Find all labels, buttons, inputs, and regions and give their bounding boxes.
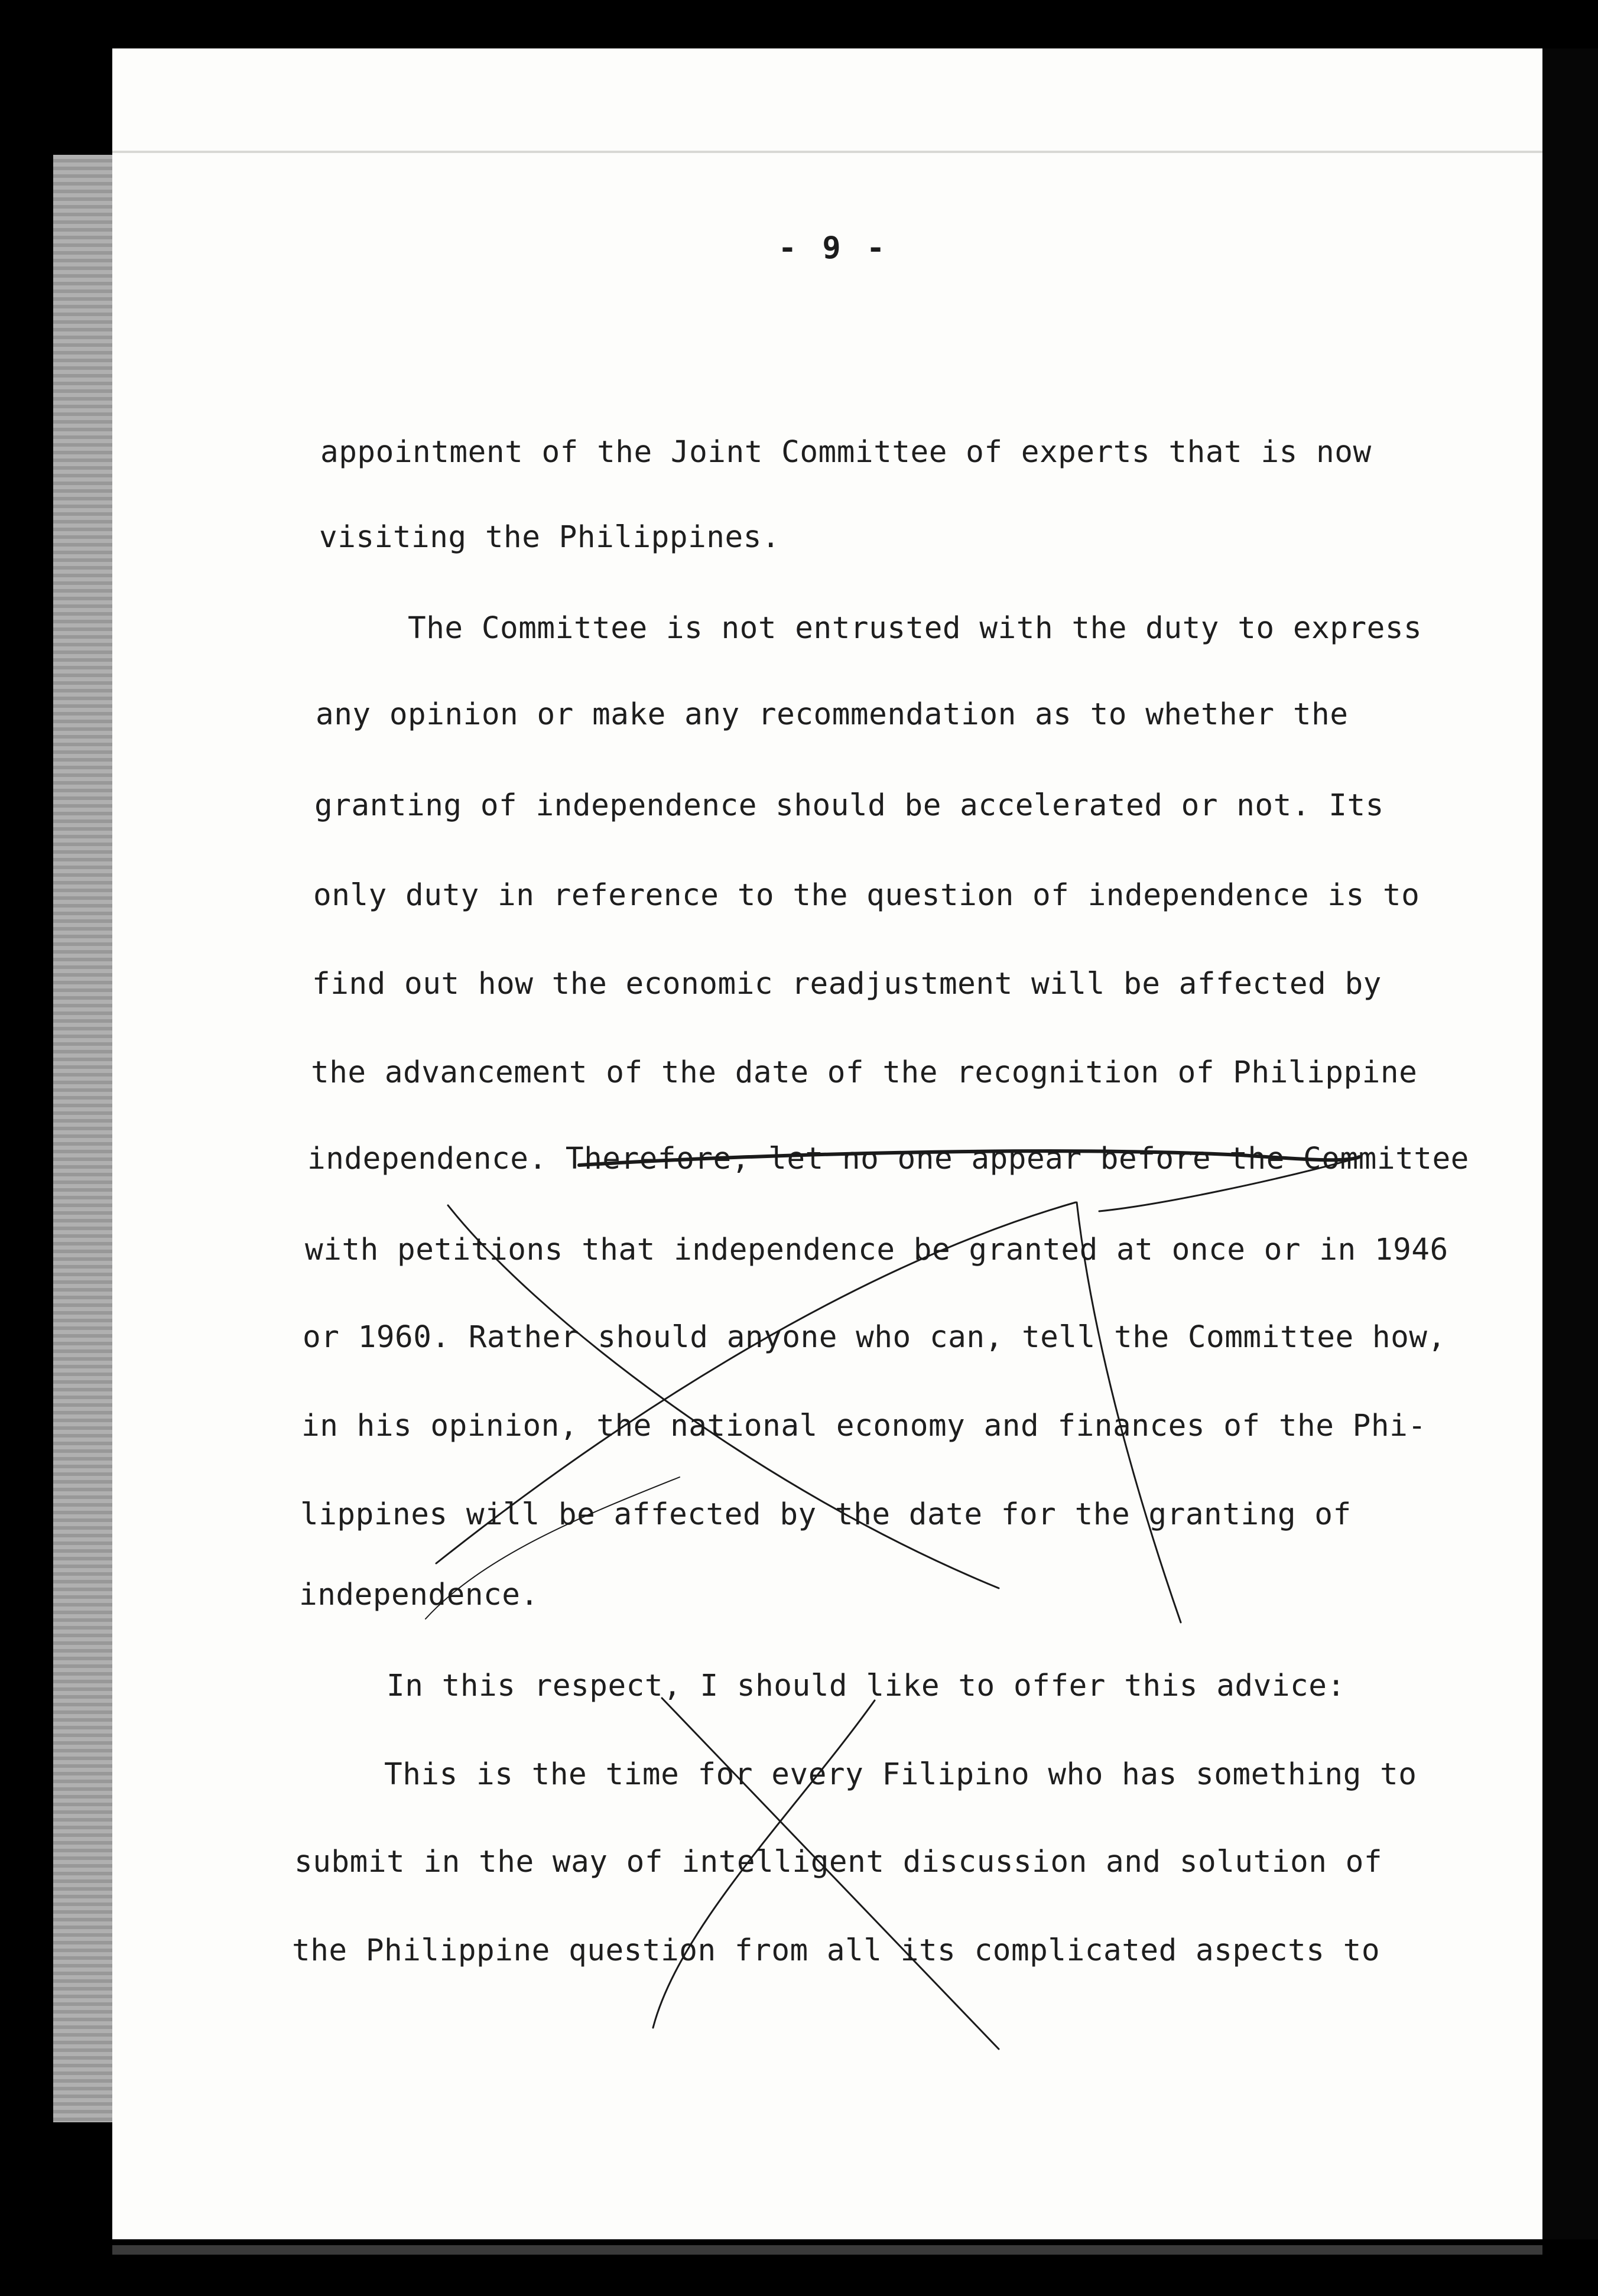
text-line: independence.	[299, 1578, 539, 1612]
text-line: any opinion or make any recommendation as to whether the	[316, 697, 1349, 732]
text-line: with petitions that independence be granted at once or in 1946	[305, 1232, 1448, 1267]
page-number: - 9 -	[778, 230, 889, 266]
text-line: The Committee is not entrusted with the duty to express	[408, 611, 1422, 646]
text-line: granting of independence should be accelerated or not. Its	[314, 788, 1384, 823]
text-line: only duty in reference to the question of independence is to	[313, 878, 1420, 913]
text-line: in his opinion, the national economy and finances of the Phi-	[301, 1409, 1427, 1443]
text-line: find out how the economic readjustment will be affected by	[312, 967, 1382, 1001]
text-line: the Philippine question from all its complicated aspects to	[292, 1933, 1381, 1968]
text-line: independence. Therefore, let no one appear before the Committee	[307, 1142, 1469, 1176]
page-fold-line	[112, 151, 1542, 153]
text-line: lippines will be affected by the date for the granting of	[300, 1497, 1352, 1532]
text-line: submit in the way of intelligent discussion and solution of	[294, 1845, 1383, 1879]
text-line: or 1960. Rather should anyone who can, tell the Committee how,	[303, 1320, 1446, 1355]
page-bottom-edge	[112, 2245, 1542, 2255]
text-line: appointment of the Joint Committee of experts that is now	[320, 435, 1372, 470]
text-line: visiting the Philippines.	[319, 520, 781, 555]
page-right-shadow	[1542, 48, 1598, 2239]
text-line: This is the time for every Filipino who has something to	[384, 1757, 1417, 1792]
underlying-sheet-edge	[53, 155, 118, 2122]
text-line: the advancement of the date of the recognition of Philippine	[311, 1055, 1418, 1090]
text-line: In this respect, I should like to offer this advice:	[386, 1669, 1346, 1703]
